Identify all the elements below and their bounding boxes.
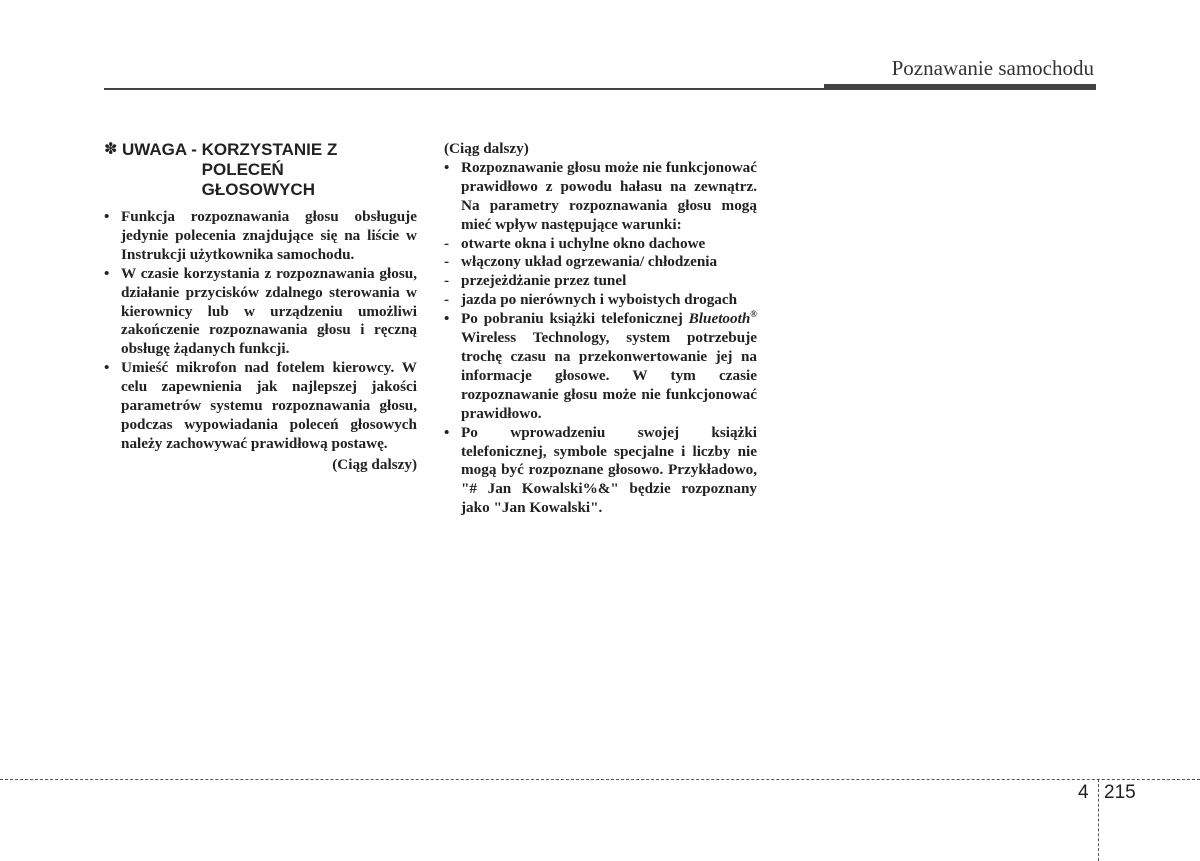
bullet-icon: • [104,359,110,377]
bullet-icon: • [444,158,450,176]
list-item [104,359,417,454]
bluetooth-brand: Bluetooth [688,310,751,328]
page-header-title: Poznawanie samochodu [891,56,1094,80]
list-item [444,424,757,519]
list-item-text: Umieść mikrofon nad fotelem kierowcy. W celu zapewnienia jak najlepszej jakości parametrów systemu rozpoznawania głosu, podczas wypowiadania poleceń głosowych należy zachowywać prawidłową postawę. [121,359,417,452]
dash-icon: - [444,291,450,309]
caution-heading-title: KORZYSTANIE Z POLECEŃ GŁOSOWYCH [201,140,338,199]
condition-text: przejeżdżanie przez tunel [461,272,627,290]
list-item [444,310,757,423]
page-number: 215 [1104,782,1136,803]
registered-mark: ® [750,309,758,320]
dash-icon: - [444,253,450,271]
dash-icon: - [444,234,450,252]
bullet-icon: • [444,310,450,328]
caution-heading-prefix: UWAGA - [122,140,202,159]
condition-item [444,272,757,291]
list-item-text-post: Wireless Technology, system potrzebuje trochę czasu na przekonwertowanie jej na informacje głosowe. W tym czasie rozpoznawanie głosu może nie funkcjonować prawidłowo. [461,329,757,422]
condition-text: jazda po nierównych i wyboistych drogach [461,291,738,309]
continued-from-note: (Ciąg dalszy) [444,140,529,157]
header-rule-thin [104,88,824,90]
header-rule-thick [824,84,1096,90]
footer-vertical-divider [1098,779,1099,861]
bullet-icon: • [104,264,110,282]
condition-text: otwarte okna i uchylne okno dachowe [461,234,706,252]
bullet-icon: • [444,423,450,441]
left-column [104,140,417,475]
list-item [104,208,417,265]
list-item-text: Po wprowadzeniu swojej książki telefonicznej, symbole specjalne i liczby nie mogą być rozpoznane głosowo. Przykładowo, "# Jan Kowalski%&" będzie rozpoznany jako "Jan Kowalski". [461,423,757,517]
continued-note: (Ciąg dalszy) [332,455,417,473]
condition-text: włączony układ ogrzewania/ chłodzenia [461,253,718,271]
list-item-text-pre: Po pobraniu książki telefonicznej [461,310,683,328]
list-item-text: Rozpoznawanie głosu może nie funkcjonować prawidłowo z powodu hałasu na zewnątrz. Na parametry rozpoznawania głosu mogą mieć wpływ następujące warunki: [461,158,757,233]
dash-icon: - [444,272,450,290]
list-item [104,265,417,360]
caution-heading [104,140,417,200]
list-item [444,159,757,235]
condition-item [444,291,757,310]
chapter-number: 4 [1078,782,1089,803]
condition-item [444,235,757,254]
right-column [444,140,757,518]
list-item-text: Funkcja rozpoznawania głosu obsługuje jedynie polecenia znajdujące się na liście w Instrukcji użytkownika samochodu. [121,208,417,263]
footer-divider [0,779,1200,780]
caution-star-icon: ✽ [104,141,118,158]
condition-item [444,253,757,272]
list-item-text: W czasie korzystania z rozpoznawania głosu, działanie przycisków zdalnego sterowania w kierownicy lub w urządzeniu umożliwi zakończenie rozpoznawania głosu i ręczną obsługę żądanych funkcji. [121,264,417,358]
bullet-icon: • [104,208,110,225]
